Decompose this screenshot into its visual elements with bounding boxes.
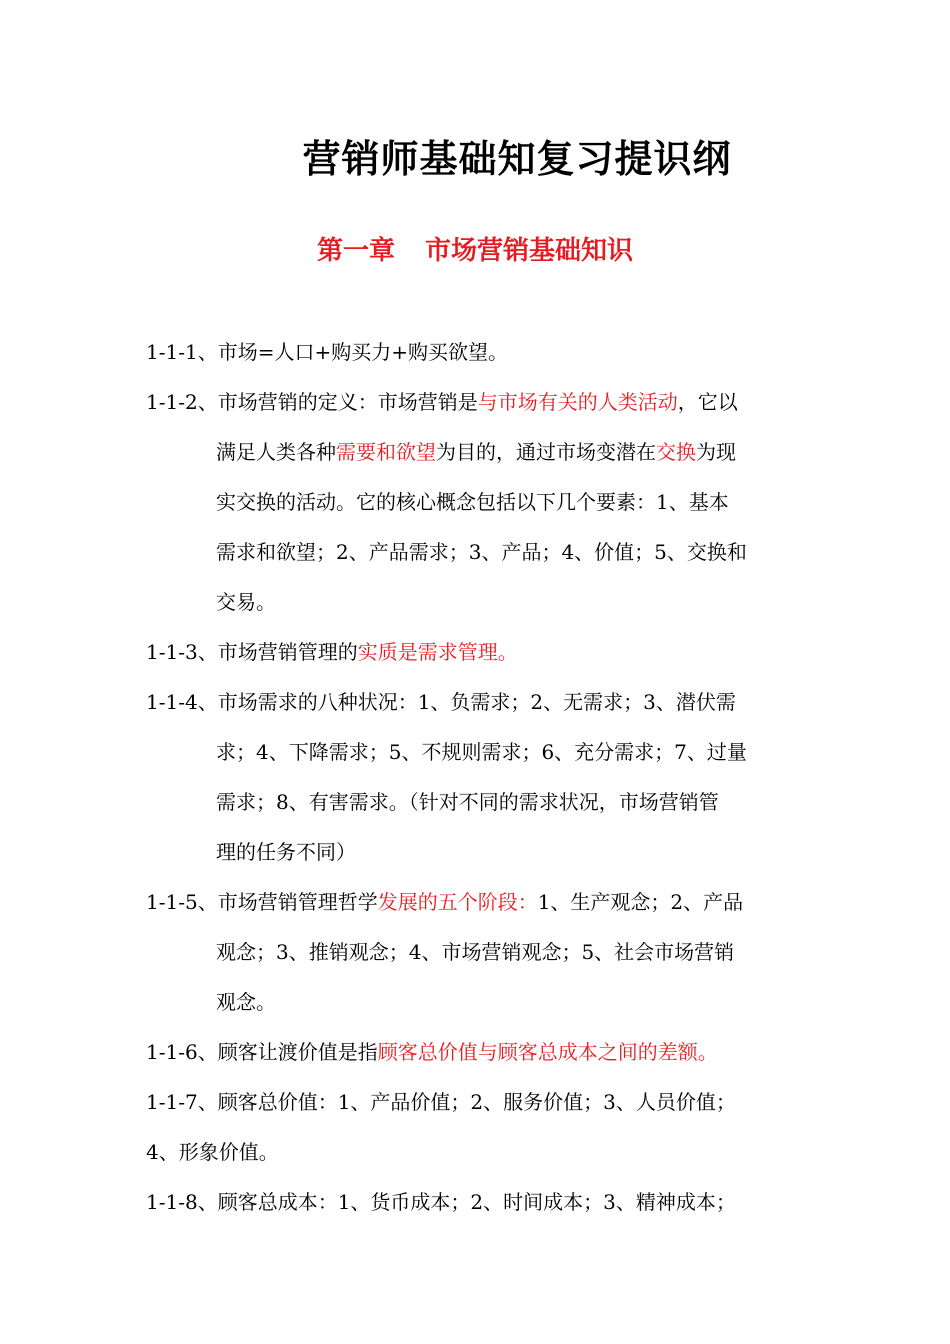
text-line	[146, 1034, 816, 1084]
text-line	[146, 1134, 816, 1184]
text-segment: 观念；3、推销观念；4、市场营销观念；5、社会市场营销	[216, 940, 735, 964]
outline-items	[146, 334, 816, 1234]
highlighted-text: 需要和欲望	[336, 440, 436, 464]
text-segment: 满足人类各种	[216, 440, 336, 464]
outline-item	[146, 884, 816, 1034]
text-segment: 为现	[696, 440, 736, 464]
text-line	[146, 1084, 816, 1134]
text-segment: 理的任务不同）	[216, 840, 356, 864]
outline-item	[146, 384, 816, 634]
text-line	[146, 984, 816, 1034]
text-line	[146, 884, 816, 934]
text-line	[146, 584, 816, 634]
text-segment: 1-1-4、市场需求的八种状况：1、负需求；2、无需求；3、潜伏需	[146, 690, 736, 714]
text-line	[146, 834, 816, 884]
text-segment: 1、生产观念；2、产品	[537, 890, 744, 914]
text-segment: 1-1-2、市场营销的定义：市场营销是	[146, 390, 478, 414]
text-line	[146, 634, 816, 684]
outline-item	[146, 1084, 816, 1184]
highlighted-text: 与市场有关的人类活动	[477, 390, 678, 414]
text-segment: 需求和欲望；2、产品需求；3、产品；4、价值；5、交换和	[216, 540, 747, 564]
outline-item	[146, 334, 816, 384]
text-segment: 1-1-3、市场营销管理的	[146, 640, 358, 664]
text-segment: 实交换的活动。它的核心概念包括以下几个要素：1、基本	[216, 490, 729, 514]
chapter-title: 市场营销基础知识	[425, 236, 634, 266]
text-segment: 1-1-5、市场营销管理哲学	[146, 890, 378, 914]
chapter-heading	[0, 230, 950, 267]
text-line	[146, 934, 816, 984]
highlighted-text: 交换	[656, 440, 696, 464]
text-line	[146, 484, 816, 534]
text-segment: 4、形象价值。	[146, 1140, 279, 1164]
chapter-number: 第一章	[316, 236, 395, 266]
text-segment: 1-1-7、顾客总价值：1、产品价值；2、服务价值；3、人员价值；	[146, 1090, 736, 1114]
text-segment: ，它以	[677, 390, 738, 414]
text-segment: 需求；8、有害需求。（针对不同的需求状况，市场营销管	[216, 790, 719, 814]
text-segment: 观念。	[216, 990, 276, 1014]
text-segment: 1-1-8、顾客总成本：1、货币成本；2、时间成本；3、精神成本；	[146, 1190, 736, 1214]
text-line	[146, 384, 816, 434]
document-title: 营销师基础知复习提识纲	[302, 137, 732, 181]
text-segment: 1-1-6、顾客让渡价值是指	[146, 1040, 378, 1064]
text-line	[146, 434, 816, 484]
outline-item	[146, 1184, 816, 1234]
text-segment: 交易。	[216, 590, 276, 614]
text-segment: 求；4、下降需求；5、不规则需求；6、充分需求；7、过量	[216, 740, 747, 764]
highlighted-text: 顾客总价值与顾客总成本之间的差额。	[377, 1040, 718, 1064]
outline-item	[146, 1034, 816, 1084]
highlighted-text: 发展的五个阶段：	[377, 890, 538, 914]
text-line	[146, 784, 816, 834]
text-line	[146, 684, 816, 734]
outline-item	[146, 634, 816, 684]
outline-item	[146, 684, 816, 884]
text-line	[146, 1184, 816, 1234]
text-segment: 为目的，通过市场变潜在	[436, 440, 656, 464]
text-line	[146, 334, 816, 384]
highlighted-text: 实质是需求管理。	[357, 640, 518, 664]
text-line	[146, 534, 816, 584]
text-segment: 1-1-1、市场=人口+购买力+购买欲望。	[146, 340, 508, 364]
text-line	[146, 734, 816, 784]
